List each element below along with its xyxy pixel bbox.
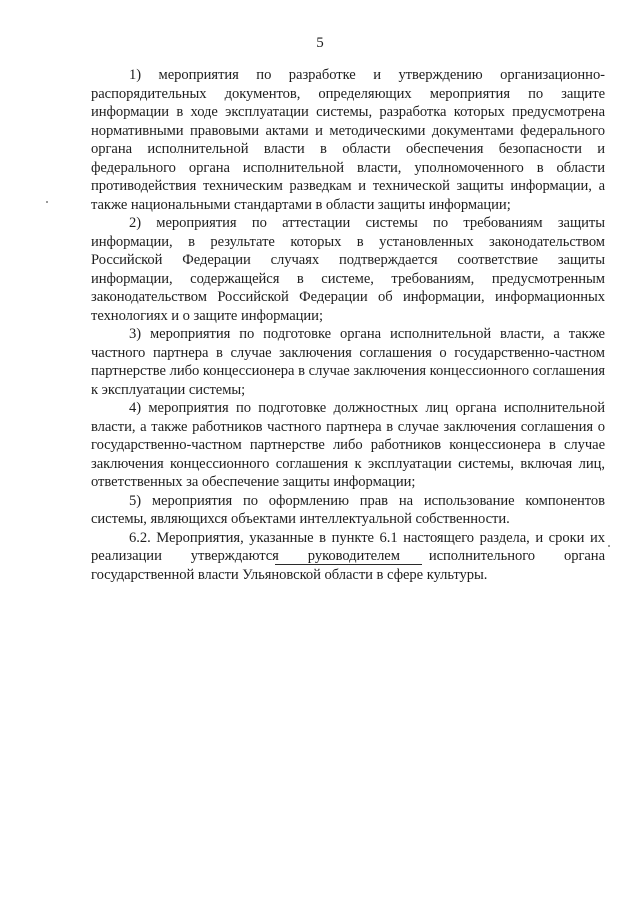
paragraph-item-2: 2) мероприятия по аттестации системы по требованиям защиты информации, в результате которых в установленных законодательством Российской Федерации случаях подтверждается соответствие защиты информации, содержащейся в системе, требованиям, предусмотренным законодательством Российской Федерации об информации, информационных технологиях и о защите информации;: [91, 215, 605, 324]
scan-speck: [46, 201, 48, 203]
paragraph-item-5: 5) мероприятия по оформлению прав на использование компонентов системы, являющихся объектами интеллектуальной собственности.: [91, 492, 605, 527]
paragraph-item-4: 4) мероприятия по подготовке должностных лиц органа исполнительной власти, а также работников частного партнера в случае заключения соглашения о государственно-частном партнерстве либо работников концессионера в случае заключения концессионного соглашения к эксплуатации системы, включая лиц, ответственных за обеспечение защиты информации;: [91, 400, 605, 490]
closing-separator-line: [275, 564, 422, 565]
document-body: [91, 66, 605, 584]
page-number: 5: [316, 35, 324, 51]
scan-speck: [608, 545, 610, 547]
paragraph-6-2: 6.2. Мероприятия, указанные в пункте 6.1 настоящего раздела, и сроки их реализации утверждаются руководителем исполнительного органа государственной власти Ульяновской области в сфере культуры.: [91, 529, 605, 583]
paragraph-item-1: 1) мероприятия по разработке и утверждению организационно-распорядительных документов, определяющих мероприятия по защите информации в ходе эксплуатации системы, разработка которых предусмотрена нормативными правовыми актами и методическими документами федерального органа исполнительной власти в области обеспечения безопасности и федерального органа исполнительной власти, уполномоченного в области противодействия техническим разведкам и технической защиты информации, а также национальными стандартами в области защиты информации;: [91, 67, 605, 213]
paragraph-item-3: 3) мероприятия по подготовке органа исполнительной власти, а также частного партнера в случае заключения соглашения о государственно-частном партнерстве либо концессионера в случае заключения концессионного соглашения к эксплуатации системы;: [91, 326, 605, 398]
